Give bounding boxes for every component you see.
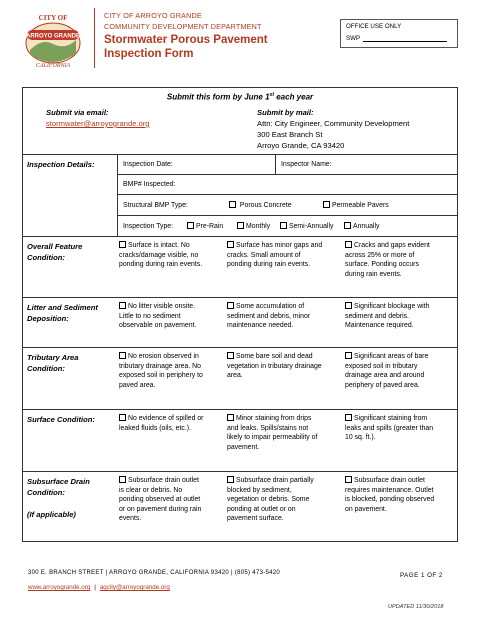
logo-text-top: CITY OF <box>38 14 68 22</box>
row-label: Tributary Area Condition: <box>27 353 79 373</box>
condition-option[interactable]: Minor staining from drips and leaks. Spills/stains not likely to impair permeability of pavement. <box>227 415 318 451</box>
inspector-name-field[interactable]: Inspector Name: <box>281 161 332 168</box>
condition-option[interactable]: Some accumulation of sediment and debris, minor maintenance needed. <box>227 303 311 330</box>
checkbox[interactable] <box>345 414 352 421</box>
city-logo <box>22 10 84 70</box>
subsurface-drain-row <box>23 472 457 542</box>
checkbox[interactable] <box>227 302 234 309</box>
litter-sediment-row <box>23 298 457 348</box>
swp-field[interactable] <box>363 35 447 42</box>
checkbox[interactable] <box>345 476 352 483</box>
checkbox[interactable] <box>119 352 126 359</box>
submit-heading: Submit this form by June 1st each year <box>166 92 314 102</box>
surface-condition-row <box>23 410 457 472</box>
bmp-row <box>117 175 457 195</box>
option-permeable-pavers[interactable]: Permeable Pavers <box>323 201 389 210</box>
inspection-date-field[interactable]: Inspection Date: <box>123 161 173 168</box>
checkbox[interactable] <box>119 476 126 483</box>
office-use-label: OFFICE USE ONLY <box>346 23 402 30</box>
inspection-type-label: Inspection Type: <box>123 223 174 230</box>
option-pre-rain[interactable]: Pre-Rain <box>187 222 223 231</box>
condition-option[interactable]: Subsurface drain outlet requires maintenance. Outlet is blocked, ponding observed on pavement. <box>345 477 435 513</box>
condition-option[interactable]: Cracks and gaps evident across 25% or more of surface. Ponding occurs during rain events. <box>345 242 430 278</box>
inspection-date-row <box>117 155 457 175</box>
checkbox[interactable] <box>344 222 351 229</box>
footer-separator: | <box>94 584 96 591</box>
condition-option[interactable]: Significant blockage with sediment and debris. Maintenance required. <box>345 303 430 330</box>
checkbox[interactable] <box>187 222 194 229</box>
condition-option[interactable]: Some bare soil and dead vegetation in tributary drainage area. <box>227 353 322 380</box>
inspection-form <box>22 87 458 542</box>
structural-bmp-label: Structural BMP Type: <box>123 202 188 209</box>
condition-option[interactable]: Surface is intact. No cracks/damage visible, no ponding during rain events. <box>119 242 203 269</box>
checkbox[interactable] <box>227 414 234 421</box>
checkbox[interactable] <box>119 414 126 421</box>
condition-option[interactable]: Significant areas of bare exposed soil in tributary drainage area and around periphery of paved area. <box>345 353 429 389</box>
overall-feature-row <box>23 237 457 298</box>
condition-option[interactable]: Significant staining from leaks and spills (greater than 10 sq. ft.). <box>345 415 434 442</box>
logo-text-bottom: CALIFORNIA <box>35 63 71 69</box>
mail-address-line: Attn: City Engineer, Community Development <box>257 119 410 128</box>
option-porous-concrete[interactable]: Porous Concrete <box>229 201 292 210</box>
row-label: Litter and Sediment Deposition: <box>27 303 98 323</box>
option-semi-annually[interactable]: Semi-Annually <box>280 222 333 231</box>
city-name: CITY OF ARROYO GRANDE <box>104 11 202 20</box>
option-monthly[interactable]: Monthly <box>237 222 270 231</box>
department-name: COMMUNITY DEVELOPMENT DEPARTMENT <box>104 22 262 31</box>
submit-instructions <box>23 88 457 155</box>
mail-address-line: 300 East Branch St <box>257 130 323 139</box>
row-label: Subsurface Drain Condition: (If applicable) <box>27 477 90 519</box>
checkbox[interactable] <box>229 201 236 208</box>
row-label: Overall Feature Condition: <box>27 242 83 262</box>
checkbox[interactable] <box>227 241 234 248</box>
checkbox[interactable] <box>227 476 234 483</box>
option-annually[interactable]: Annually <box>344 222 379 231</box>
checkbox[interactable] <box>227 352 234 359</box>
website-link[interactable]: www.arroyogrande.org <box>28 584 91 591</box>
swp-label: SWP <box>346 35 361 42</box>
email-submit-link[interactable]: stormwater@arroyogrande.org <box>46 119 150 128</box>
structural-bmp-row <box>117 195 457 216</box>
form-title-line1: Stormwater Porous Pavement <box>104 34 268 46</box>
condition-option[interactable]: Subsurface drain partially blocked by sediment, vegetation or debris. Some ponding at outlet or on pavement surface. <box>227 477 314 523</box>
inspection-details-label: Inspection Details: <box>27 160 95 169</box>
checkbox[interactable] <box>345 302 352 309</box>
footer-address: 300 E. BRANCH STREET | ARROYO GRANDE, CALIFORNIA 93420 | (805) 473-5420 <box>28 570 281 576</box>
email-submit-label: Submit via email: <box>46 108 109 117</box>
condition-option[interactable]: No litter visible onsite. Little to no sediment observable on pavement. <box>119 303 197 330</box>
form-title-line2: Inspection Form <box>104 48 194 60</box>
checkbox[interactable] <box>345 241 352 248</box>
checkbox[interactable] <box>323 201 330 208</box>
page-number: PAGE 1 OF 2 <box>400 572 443 579</box>
condition-option[interactable]: Surface has minor gaps and cracks. Small amount of ponding during rain events. <box>227 242 323 269</box>
condition-option[interactable]: No erosion observed in tributary drainage area. No exposed soil in periphery to paved area. <box>119 353 203 389</box>
mail-address-line: Arroyo Grande, CA 93420 <box>257 141 345 150</box>
updated-date: UPDATED 11/30/2018 <box>388 604 444 610</box>
checkbox[interactable] <box>119 241 126 248</box>
inspection-type-row <box>117 216 457 237</box>
row-label: Surface Condition: <box>27 415 95 424</box>
condition-option[interactable]: Subsurface drain outlet is clear or debris. No ponding observed at outlet or on pavement during rain events. <box>119 477 202 523</box>
checkbox[interactable] <box>237 222 244 229</box>
header-divider <box>94 8 95 68</box>
checkbox[interactable] <box>119 302 126 309</box>
footer-links <box>28 584 170 591</box>
mail-submit-label: Submit by mail: <box>257 108 314 117</box>
inspection-details-row <box>23 155 457 237</box>
footer-email-link[interactable]: agcity@arroyogrande.org <box>99 584 170 591</box>
logo-text-mid: ARROYO GRANDE <box>25 33 81 40</box>
checkbox[interactable] <box>345 352 352 359</box>
tributary-area-row <box>23 348 457 410</box>
condition-option[interactable]: No evidence of spilled or leaked fluids (oils, etc.). <box>119 415 204 432</box>
checkbox[interactable] <box>280 222 287 229</box>
office-use-box <box>340 19 458 48</box>
bmp-inspected-field[interactable]: BMP# Inspected: <box>123 181 176 188</box>
